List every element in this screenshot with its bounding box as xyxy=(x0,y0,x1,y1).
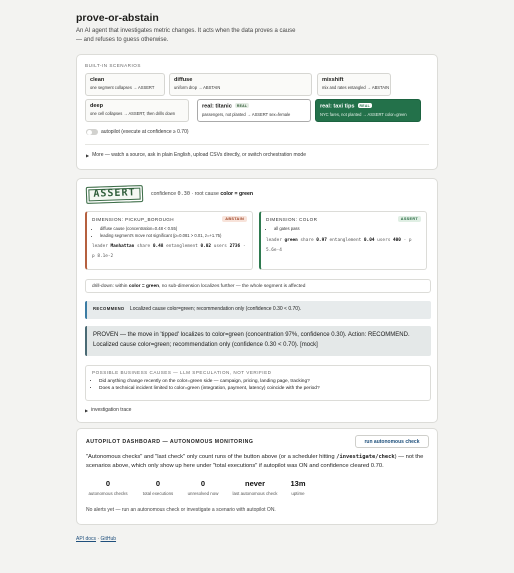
assert-badge: ASSERT xyxy=(398,216,421,222)
metric-value: 0 xyxy=(200,479,206,488)
autopilot-label: autopilot (execute at confidence ≥ 0.70) xyxy=(101,129,189,135)
confidence-line xyxy=(151,191,253,197)
metric-label: total executions xyxy=(142,491,174,496)
dimension-stats xyxy=(266,236,421,256)
dashboard-description xyxy=(86,453,426,471)
divider xyxy=(85,144,429,145)
dimension-checks xyxy=(100,226,247,239)
metric-last-check xyxy=(227,479,283,496)
dimension-pickup-borough-panel xyxy=(85,211,253,270)
recommend-label: RECOMMEND xyxy=(93,306,125,311)
confidence-label: confidence xyxy=(151,191,177,197)
page-title: prove-or-abstain xyxy=(76,12,159,24)
abstain-badge: ABSTAIN xyxy=(222,216,247,222)
scenario-name: clean xyxy=(90,77,105,83)
metric-total-executions xyxy=(137,479,179,496)
scenario-desc: uniform drop → ABSTAIN xyxy=(174,85,221,90)
dimension-title: DIMENSION: COLOR xyxy=(266,216,318,222)
triangle-right-icon: ▶ xyxy=(85,407,89,413)
users-label: users xyxy=(213,244,227,249)
scenario-name: diffuse xyxy=(174,77,193,83)
metric-label: unresolved now xyxy=(187,491,219,496)
dimension-header xyxy=(92,216,247,222)
scenario-name xyxy=(320,103,416,110)
separator-dot: · xyxy=(191,191,195,197)
users-value: 2736 xyxy=(229,244,241,249)
verdict-stamp: ASSERT xyxy=(86,185,144,204)
dot-separator: · xyxy=(403,237,407,243)
autopilot-toggle-row xyxy=(86,129,189,135)
result-card xyxy=(76,178,438,423)
scenario-name: deep xyxy=(90,103,104,109)
recommend-callout xyxy=(85,301,431,319)
dimension-header xyxy=(266,216,421,222)
proven-summary: PROVEN — the move in 'tipped' localizes to color=green (concentration 97%, confidence 0.30). Action: RECOMMEND. Localized cause color=green; recommendation only (confidence 0.30 < 0.70). [mock] xyxy=(85,326,431,356)
metric-value: 13m xyxy=(290,479,306,488)
check-item: • all gates pass xyxy=(274,226,421,233)
dimension-checks xyxy=(274,226,421,233)
p-label: p xyxy=(408,237,412,243)
metric-label: last autonomous check xyxy=(232,491,278,496)
scenario-name-text: real: titanic xyxy=(202,103,232,110)
confidence-value: 0.30 xyxy=(177,191,191,197)
metric-value: 0 xyxy=(155,479,161,488)
scenario-name: mixshift xyxy=(322,77,344,83)
entanglement-label: entanglement xyxy=(166,244,198,249)
scenario-taxi-tips-button[interactable] xyxy=(315,99,421,122)
users-label: users xyxy=(377,237,391,243)
leader-value: green xyxy=(284,237,298,243)
metric-unresolved-now xyxy=(183,479,223,496)
root-cause-value: color = green xyxy=(220,191,254,197)
scenario-clean-button[interactable] xyxy=(85,73,165,96)
desc-post: ) — not the scenarios above, which only show up here under "total executions" if autopilot was ON and confidence cleared 0.70. xyxy=(86,454,424,469)
dashboard-title: AUTOPILOT DASHBOARD — AUTONOMOUS MONITORING xyxy=(86,439,254,445)
drill-key: color = green xyxy=(128,284,160,289)
drill-post: , no sub-dimension localizes further — the whole segment is affected xyxy=(159,284,306,289)
autopilot-dashboard-card xyxy=(76,428,438,525)
metric-autonomous-checks xyxy=(85,479,131,496)
scenario-mixshift-button[interactable] xyxy=(317,73,391,96)
dimension-color-panel xyxy=(259,211,427,270)
root-cause-label: root cause xyxy=(194,191,219,197)
scenario-diffuse-button[interactable] xyxy=(169,73,312,96)
more-label: More — watch a source, ask in plain English, upload CSVs directly, or switch orchestration mode xyxy=(92,152,306,158)
scenarios-card xyxy=(76,54,438,170)
entanglement-value: 0.04 xyxy=(363,237,375,243)
scenario-desc: mix and rates entangled → ABSTAIN xyxy=(322,85,390,90)
page-subtitle: An AI agent that investigates metric changes. It acts when the data proves a cause — and refuses to guess otherwise. xyxy=(76,28,296,43)
check-item: • leading segment's move not significant (p=0.081 > 0.01, z=+1.75) xyxy=(100,233,247,240)
leader-value: Manhattan xyxy=(110,244,135,249)
investigation-trace-disclosure[interactable] xyxy=(85,407,131,413)
share-value: 0.97 xyxy=(316,237,327,243)
share-label: share xyxy=(300,237,314,243)
scenario-deep-button[interactable] xyxy=(85,99,189,122)
scenario-desc: one cell collapses → ASSERT, then drills down xyxy=(90,111,176,116)
github-link[interactable]: GitHub xyxy=(100,536,117,542)
drill-pre: drill-down: within xyxy=(92,284,128,289)
scenario-titanic-button[interactable] xyxy=(197,99,311,122)
drill-down-note xyxy=(85,279,431,293)
causes-label: POSSIBLE BUSINESS CAUSES — LLM SPECULATION, NOT VERIFIED xyxy=(92,370,272,375)
api-docs-link[interactable]: API docs xyxy=(76,536,97,542)
triangle-right-icon: ▶ xyxy=(86,152,90,158)
more-disclosure[interactable] xyxy=(86,152,306,158)
p-label: p xyxy=(92,254,95,259)
footer-separator: · xyxy=(97,536,100,542)
scenarios-section-label: BUILT-IN SCENARIOS xyxy=(85,63,141,68)
footer xyxy=(76,536,116,542)
possible-causes-box xyxy=(85,365,431,401)
p-value: 5.6e-4 xyxy=(266,247,282,253)
p-value: 8.1e-2 xyxy=(97,254,114,259)
real-tag: REAL xyxy=(359,103,370,108)
share-value: 0.48 xyxy=(152,244,164,249)
share-label: share xyxy=(136,244,151,249)
cause-item: • Does a technical incident limited to color=green (integration, payment, latency) coincide with the period? xyxy=(99,385,424,392)
metric-label: autonomous checks xyxy=(88,491,128,496)
autopilot-toggle[interactable] xyxy=(86,129,98,135)
leader-label: leader xyxy=(266,237,282,243)
dashboard-empty-note: No alerts yet — run an autonomous check or investigate a scenario with autopilot ON. xyxy=(86,507,276,513)
entanglement-value: 0.02 xyxy=(200,244,212,249)
toggle-knob xyxy=(87,130,92,135)
dimension-title: DIMENSION: PICKUP_BOROUGH xyxy=(92,216,174,222)
run-autonomous-check-button[interactable]: run autonomous check xyxy=(355,435,429,448)
scenario-desc: one segment collapses → ASSERT xyxy=(90,85,155,90)
causes-list xyxy=(99,378,424,392)
metric-value: 0 xyxy=(105,479,111,488)
users-value: 400 xyxy=(393,237,401,243)
metric-uptime xyxy=(285,479,311,496)
scenario-name-text: real: taxi tips xyxy=(320,103,355,110)
real-tag: REAL xyxy=(236,103,248,108)
scenario-desc: NYC fares, not planted → ASSERT color=green xyxy=(320,111,407,117)
entanglement-label: entanglement xyxy=(329,237,362,243)
desc-pre: "Autonomous checks" and "last check" only count runs of the button above (or a scheduler hitting xyxy=(86,454,335,460)
metric-value: never xyxy=(244,479,265,488)
check-item: • diffuse cause (concentration=0.48 < 0.55) xyxy=(100,226,247,233)
metric-label: uptime xyxy=(291,491,305,496)
trace-label: investigation trace xyxy=(91,407,132,413)
scenario-name xyxy=(202,103,306,110)
scenario-desc: passengers, not planted → ASSERT sex=female xyxy=(202,111,291,117)
desc-code: /investigate/check xyxy=(336,454,395,460)
dot-separator: · xyxy=(242,244,246,249)
leader-label: leader xyxy=(92,244,108,249)
recommend-text: Localized cause color=green; recommendation only (confidence 0.30 < 0.70). xyxy=(129,306,302,312)
cause-item: • Did anything change recently on the color=green side — campaign, pricing, landing page, tracking? xyxy=(99,378,424,385)
dimension-stats xyxy=(92,242,247,262)
